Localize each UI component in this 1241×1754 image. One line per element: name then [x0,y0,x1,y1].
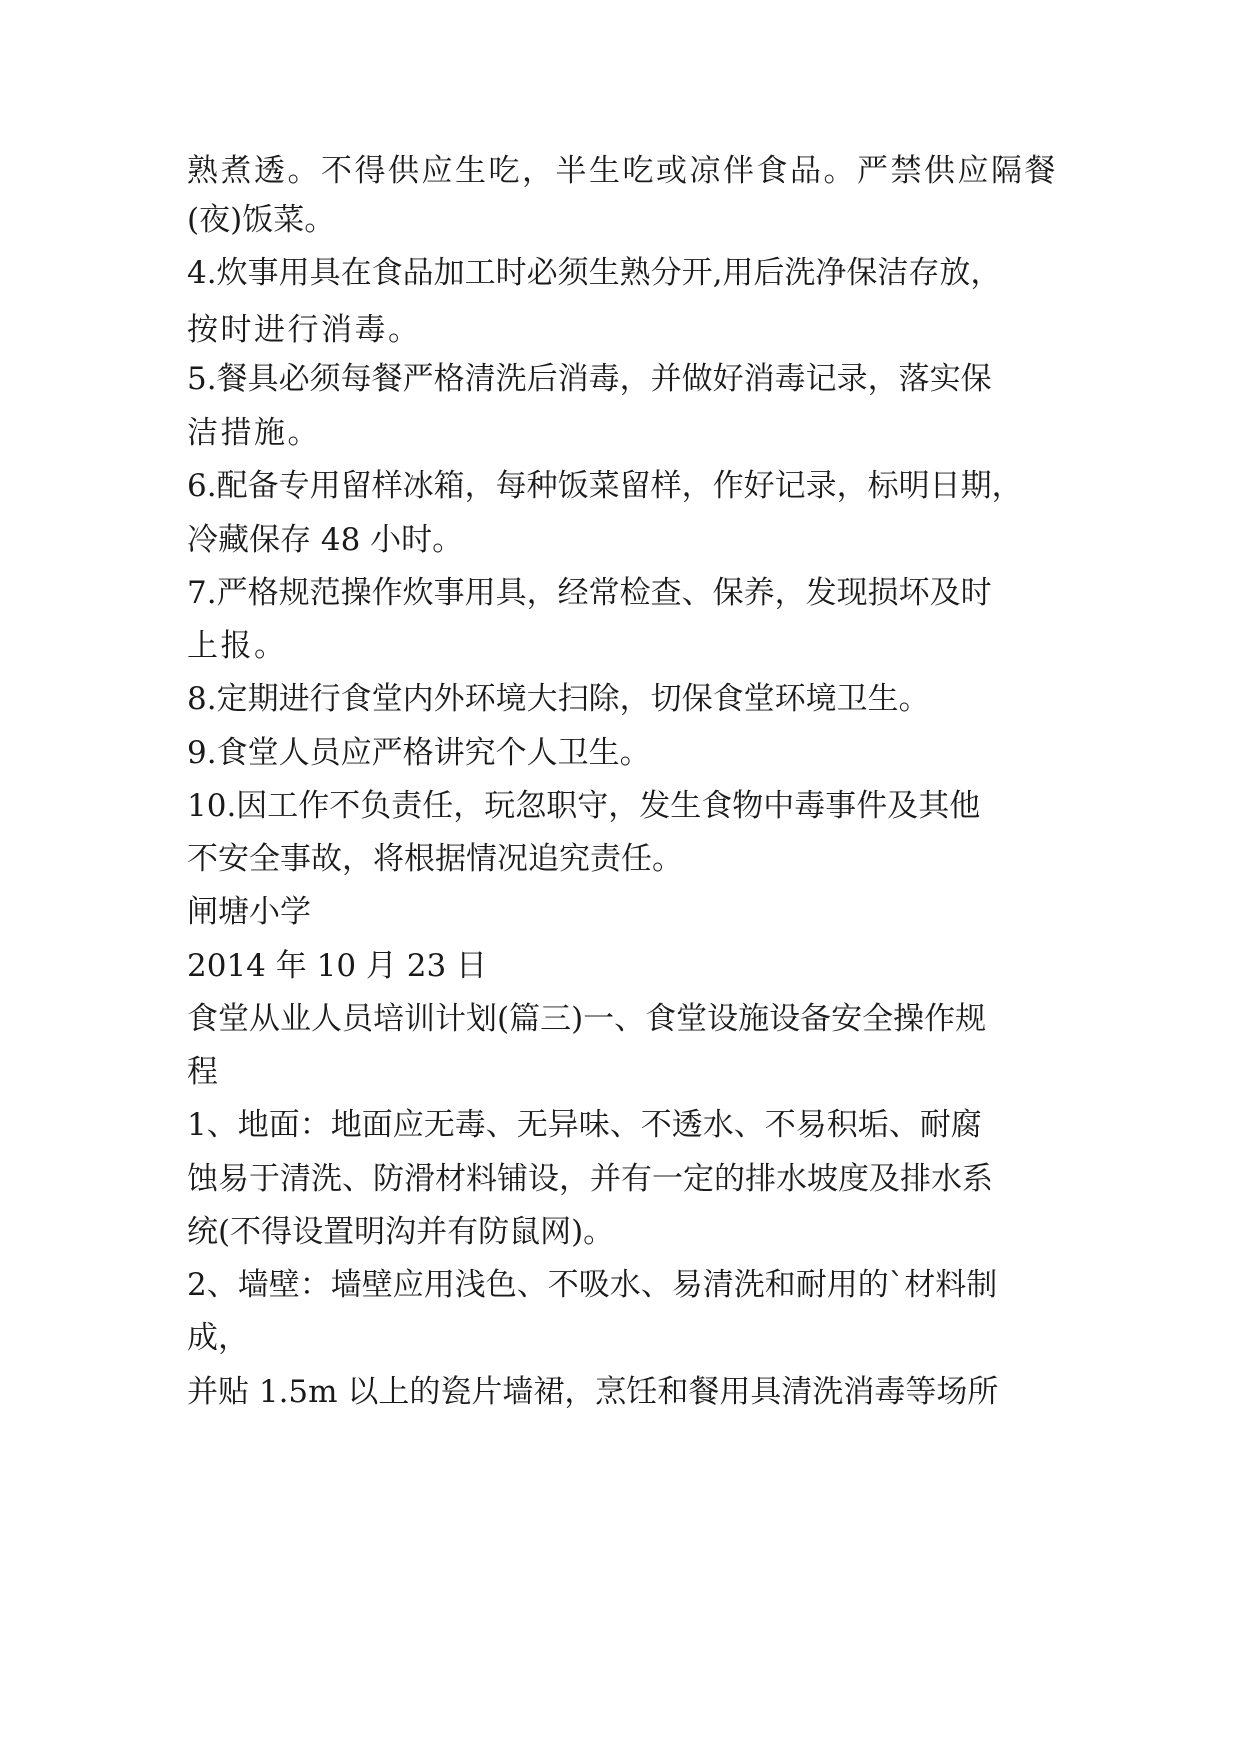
text-line: 统(不得设置明沟并有防鼠网)。 [187,1214,615,1250]
text-line: 食堂从业人员培训计划(篇三)一、食堂设施设备安全操作规 [187,1001,987,1037]
text-line: 9.食堂人员应严格讲究个人卫生。 [187,735,651,771]
text-line: (夜)饭菜。 [187,202,336,238]
text-line: 1、地面：地面应无毒、无异味、不透水、不易积垢、耐腐 [187,1107,982,1143]
text-line: 5.餐具必须每餐严格清洗后消毒，并做好消毒记录，落实保 [187,361,992,397]
text-line: 程 [187,1054,218,1090]
text-line: 蚀易于清洗、防滑材料铺设，并有一定的排水坡度及排水系 [187,1161,993,1197]
text-line: 8.定期进行食堂内外环境大扫除，切保食堂环境卫生。 [187,681,930,717]
text-line: 6.配备专用留样冰箱，每种饭菜留样，作好记录，标明日期， [187,468,1023,504]
text-line: 冷藏保存 48 小时。 [187,522,464,558]
text-line: 闸塘小学 [187,894,311,930]
text-line: 4.炊事用具在食品加工时必须生熟分开,用后洗净保洁存放， [187,255,1002,291]
text-line: 并贴 1.5m 以上的瓷片墙裙，烹饪和餐用具清洗消毒等场所 [187,1374,999,1410]
text-line: 7.严格规范操作炊事用具，经常检查、保养，发现损坏及时 [187,575,992,611]
text-line: 10.因工作不负责任，玩忽职守，发生食物中毒事件及其他 [187,788,981,824]
text-line: 洁措施。 [187,415,321,451]
text-line: 按时进行消毒。 [187,312,422,348]
text-line: 2014 年 10 月 23 日 [187,948,488,984]
text-line: 上报。 [187,628,288,664]
text-line: 不安全事故，将根据情况追究责任。 [187,841,683,877]
text-line: 熟煮透。不得供应生吃，半生吃或凉伴食品。严禁供应隔餐 [187,153,1058,189]
text-line: 成， [187,1320,249,1356]
text-line: 2、墙壁：墙壁应用浅色、不吸水、易清洗和耐用的`材料制 [187,1267,998,1303]
